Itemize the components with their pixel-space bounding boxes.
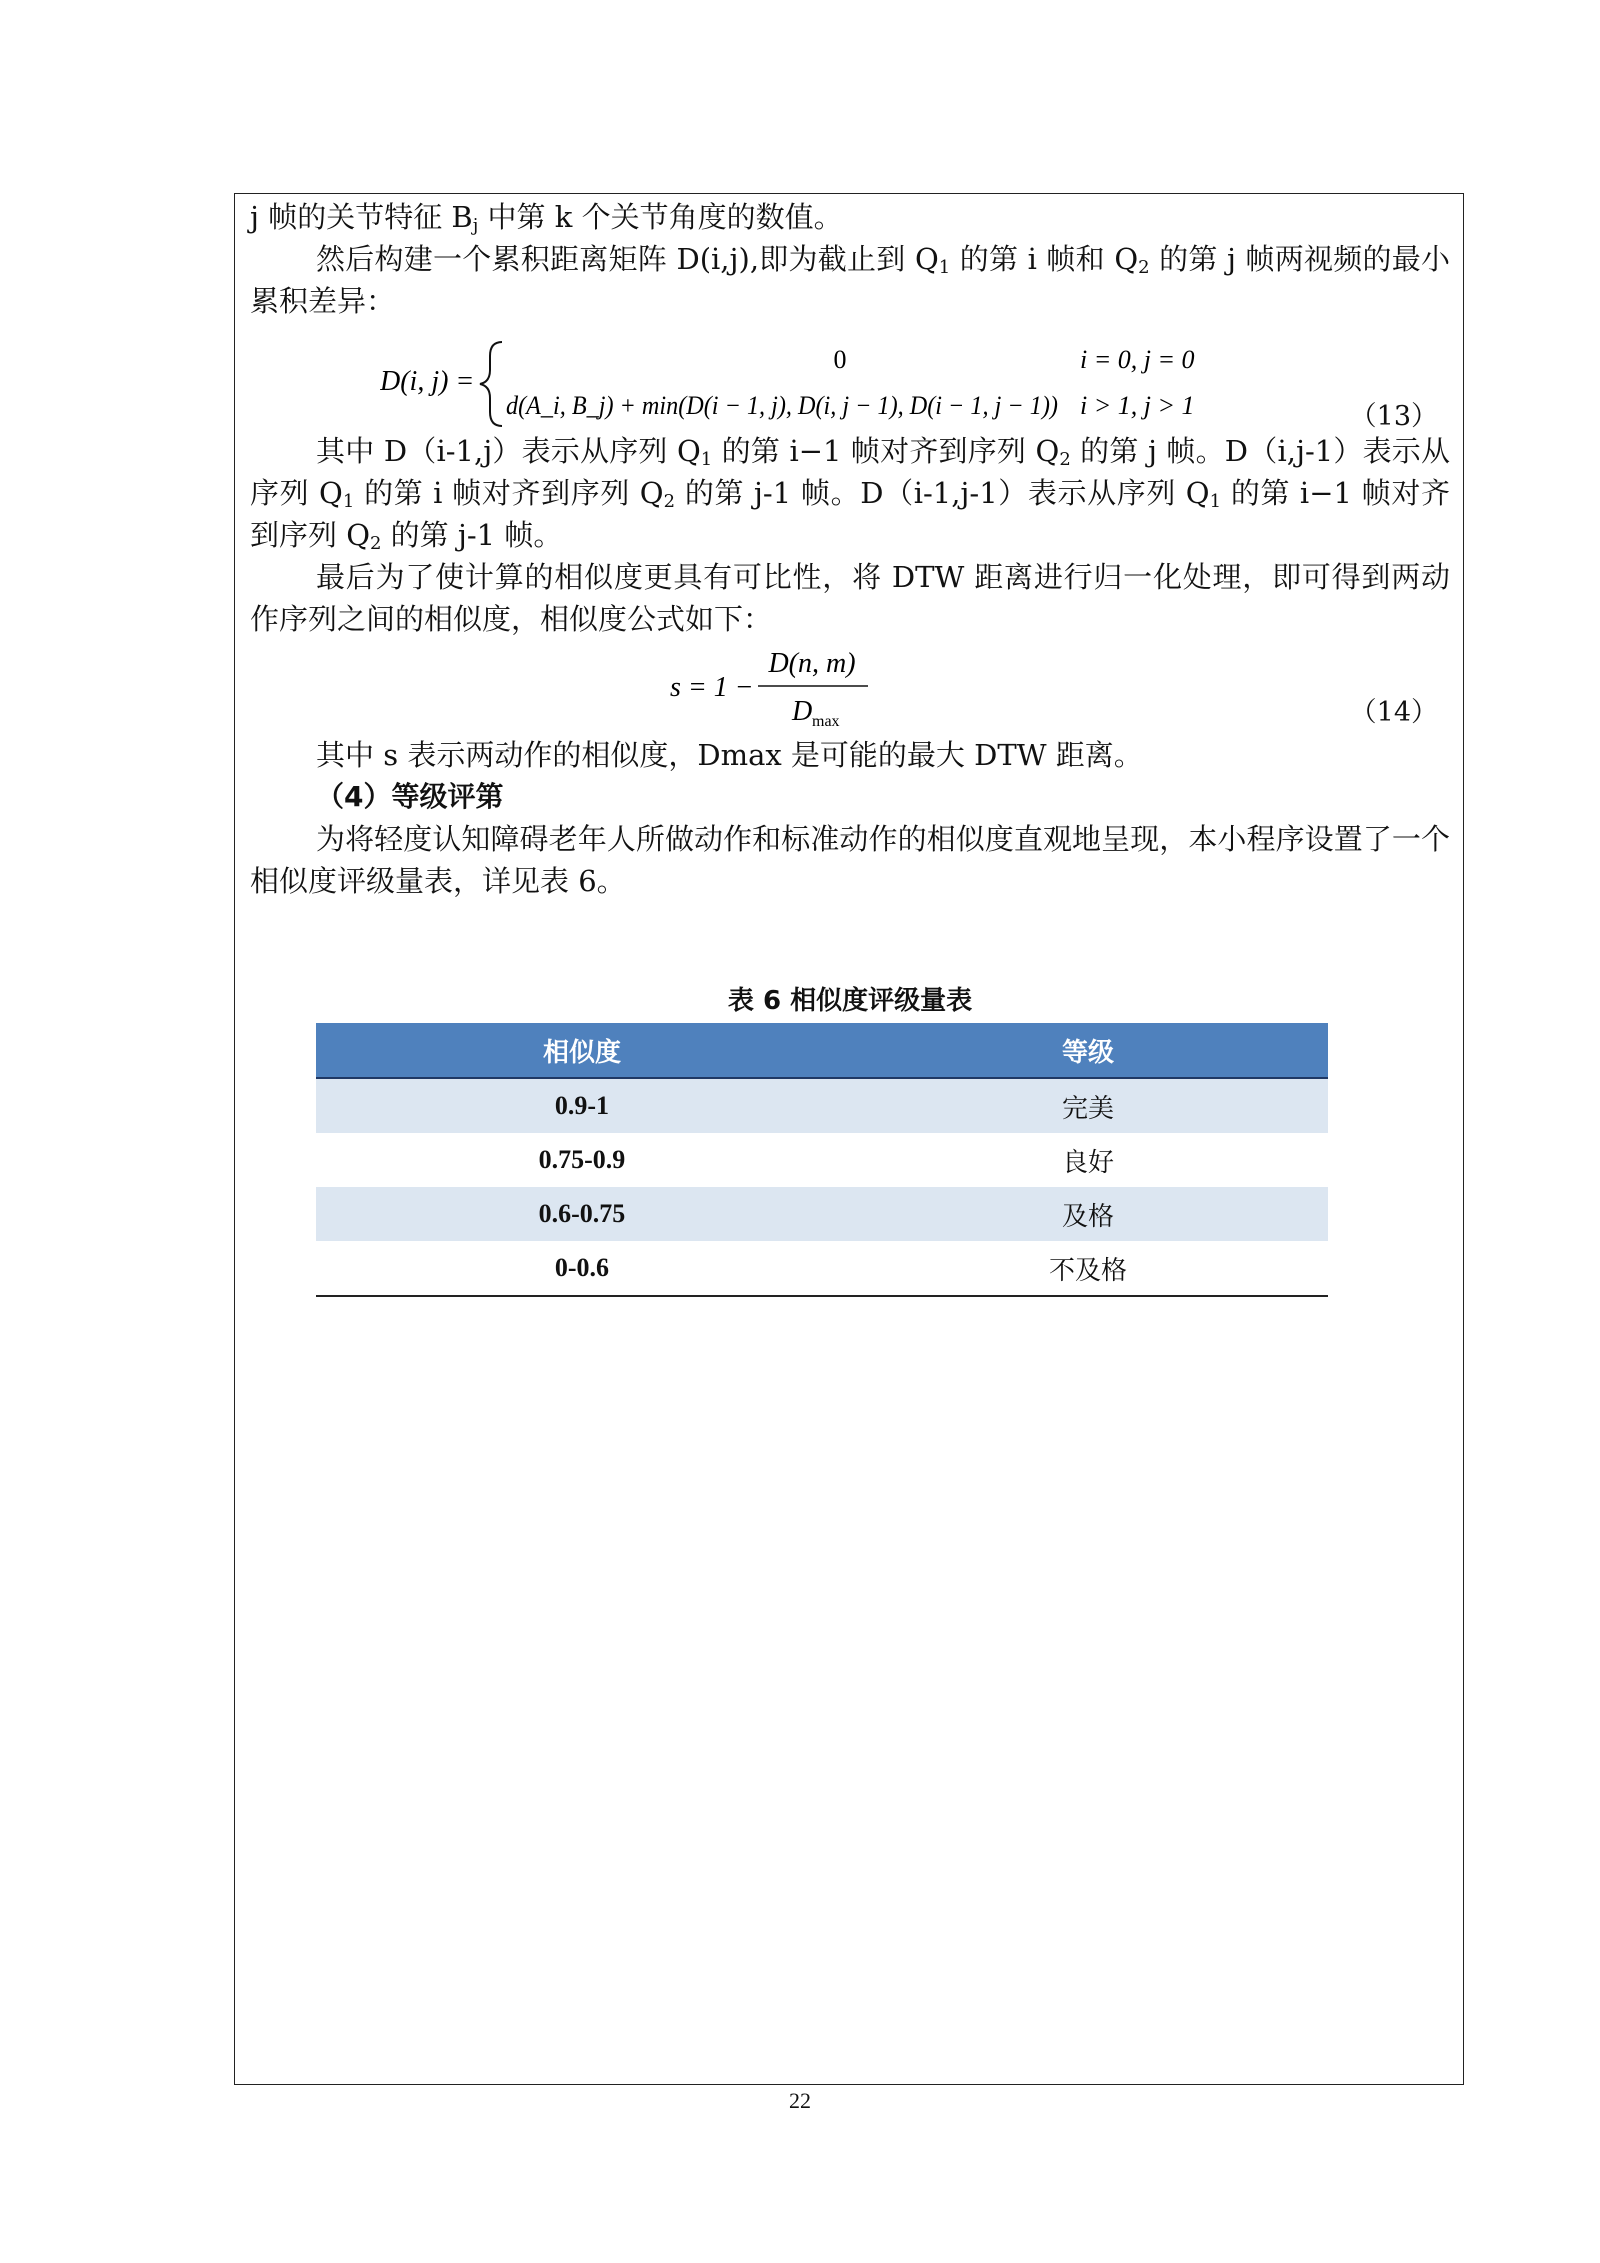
table-row: [316, 1187, 1328, 1241]
table-caption: 表 6 相似度评级量表: [727, 986, 973, 1016]
equation-14: [250, 640, 1450, 734]
section-heading-4: （4）等级评第: [316, 780, 504, 813]
paragraph-5: 其中 s 表示两动作的相似度，Dmax 是可能的最大 DTW 距离。: [316, 738, 1143, 772]
eq13-case1-cond: i = 0, j = 0: [1080, 345, 1195, 374]
header-similarity: 相似度: [316, 1023, 848, 1078]
cell-similarity: 0.6-0.75: [316, 1187, 848, 1241]
header-grade: 等级: [848, 1023, 1328, 1078]
cell-similarity: 0.9-1: [316, 1078, 848, 1133]
equation-13: [250, 326, 1450, 430]
equation-14-formula: [670, 640, 930, 734]
cell-similarity: 0-0.6: [316, 1241, 848, 1296]
paragraph-1: j 帧的关节特征 $B_j$ 中第 k 个关节角度的数值。: [250, 200, 843, 236]
eq14-numerator: D(n, m): [768, 648, 856, 679]
table-row: [316, 1133, 1328, 1187]
page-number: 22: [789, 2088, 811, 2113]
eq13-case2-value: d(A_i, B_j) + min(D(i − 1, j), D(i, j − 1), D(i − 1, j − 1)): [506, 391, 1058, 420]
equation-13-formula: [380, 326, 1340, 430]
document-body: [250, 196, 1450, 902]
paragraph-4: 最后为了使计算的相似度更具有可比性，将 DTW 距离进行归一化处理，即可得到两动作序列之间的相似度，相似度公式如下：: [250, 560, 1450, 636]
paragraph-6: 为将轻度认知障碍老年人所做动作和标准动作的相似度直观地呈现，本小程序设置了一个相似度评级量表，详见表 6。: [250, 822, 1450, 898]
cell-similarity: 0.75-0.9: [538, 1145, 626, 1174]
cell-grade: 良好: [1061, 1147, 1114, 1178]
eq14-lhs: s = 1 −: [670, 672, 754, 703]
brace-shape: [480, 342, 502, 426]
eq13-lhs: D(i, j) =: [380, 366, 475, 397]
eq14-denominator: D: [792, 696, 813, 727]
table-row: [316, 1078, 1328, 1133]
eq13-case1-value: 0: [833, 345, 847, 374]
cell-grade: 及格: [848, 1187, 1328, 1241]
paragraph-3: 其中 D（i-1,j）表示从序列 $Q_1$ 的第 i−1 帧对齐到序列 $Q_2$ 的第 j 帧。D（i,j-1）表示从序列 $Q_1$ 的第 i 帧对齐到序列 $Q_2$ 的第 j-1 帧。D（i-1,j-1）表示从序列 $Q_1$ 的第 i−1 帧对齐到序列 $Q_2$ 的第 j-1 帧。: [250, 434, 1450, 554]
cell-grade: 完美: [848, 1078, 1328, 1133]
eq14-denominator-sub: max: [812, 713, 840, 730]
equation-13-number: （13）: [1349, 401, 1438, 432]
eq13-case2-cond: i > 1, j > 1: [1080, 391, 1195, 420]
similarity-grade-table: [316, 1023, 1328, 1297]
paragraph-2: 然后构建一个累积距离矩阵 D(i,j),即为截止到 $Q_1$ 的第 i 帧和 $Q_2$ 的第 j 帧两视频的最小累积差异：: [250, 242, 1450, 318]
equation-14-number: （14）: [1349, 697, 1438, 728]
cell-grade: 不及格: [848, 1241, 1328, 1296]
table-header-row: [316, 1023, 1328, 1078]
table-row: [316, 1241, 1328, 1296]
